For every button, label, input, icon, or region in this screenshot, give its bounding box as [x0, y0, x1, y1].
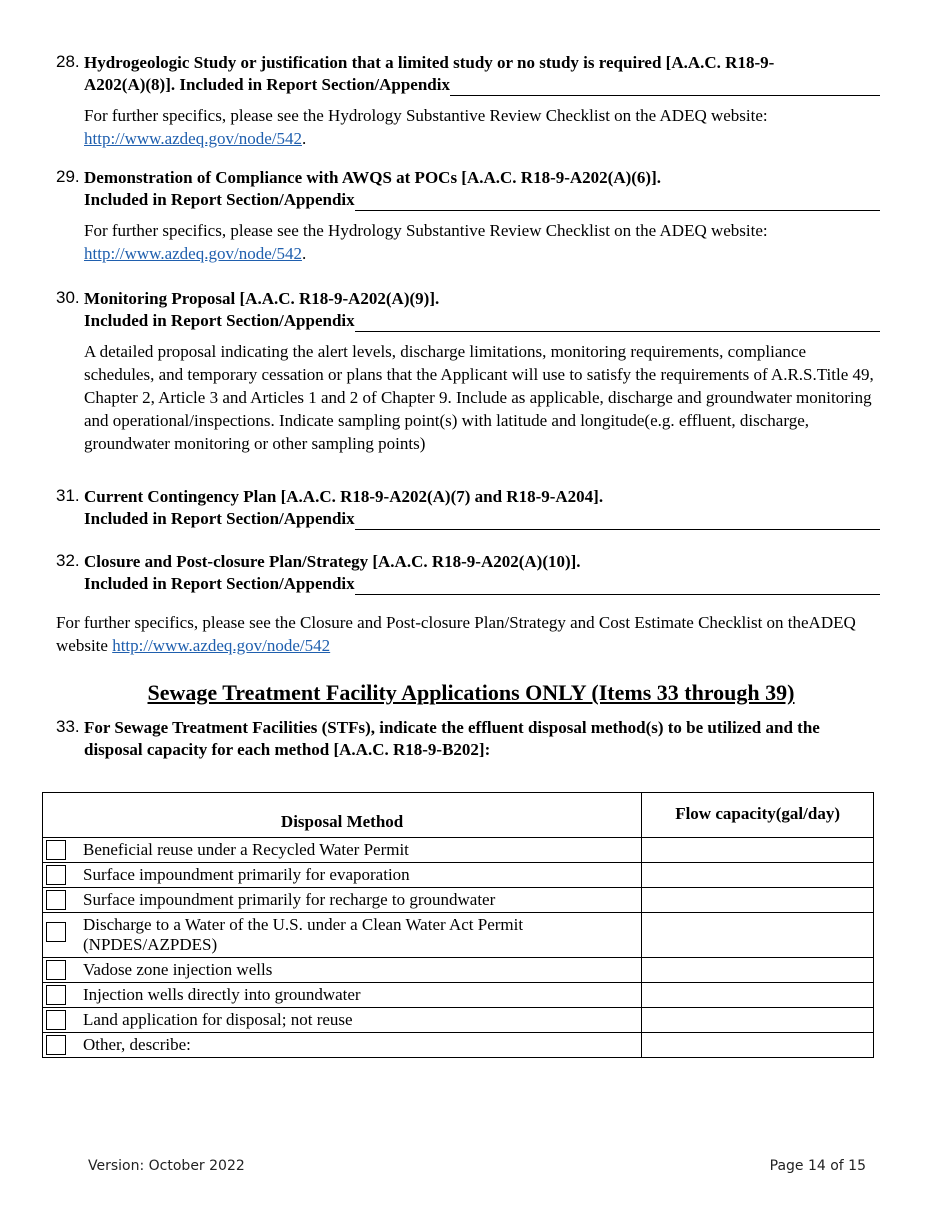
- item-number: 28.: [56, 52, 80, 71]
- capacity-cell[interactable]: [642, 888, 874, 913]
- method-cell: Surface impoundment primarily for recharge to groundwater: [43, 888, 642, 913]
- method-cell: Other, describe:: [43, 1033, 642, 1058]
- report-section-field[interactable]: [355, 192, 880, 211]
- method-checkbox[interactable]: [46, 1035, 66, 1055]
- item-title-cont: Included in Report Section/Appendix: [84, 311, 355, 330]
- monitoring-description: A detailed proposal indicating the alert levels, discharge limitations, monitoring requirements, compliance schedules, and temporary cessation or plans that the Applicant will use to satisfy the requirements of A.R.S.Title 49, Chapter 2, Article 3 and Articles 1 and 2 of Chapter 9. Include as applicable, discharge and groundwater monitoring and operational/inspections. Indicate sampling point(s) with latitude and longitude(e.g. effluent, discharge, groundwater monitoring or other sampling points): [84, 342, 874, 453]
- closure-note: For further specifics, please see the Closure and Post-closure Plan/Strategy and Cost Estimate Checklist on theADEQ website http://www.azdeq.gov/node/542: [56, 613, 856, 655]
- method-cell: Surface impoundment primarily for evaporation: [43, 863, 642, 888]
- report-section-row: [84, 74, 880, 96]
- item-29: [56, 167, 880, 265]
- method-checkbox[interactable]: [46, 922, 66, 942]
- item-title-cont: Included in Report Section/Appendix: [84, 574, 355, 593]
- item-31: [56, 486, 880, 530]
- item-title: Current Contingency Plan [A.A.C. R18-9-A202(A)(7) and R18-9-A204].: [84, 487, 604, 506]
- section-heading: Sewage Treatment Facility Applications ONLY (Items 33 through 39): [147, 680, 795, 705]
- method-cell: Injection wells directly into groundwater: [43, 983, 642, 1008]
- item-number: 29.: [56, 167, 80, 186]
- capacity-cell[interactable]: [642, 838, 874, 863]
- table-row: [43, 838, 874, 863]
- col-header-flow-capacity: Flow capacity(gal/day): [642, 793, 874, 838]
- item-note: For further specifics, please see the Hydrology Substantive Review Checklist on the ADEQ website: http://www.azdeq.gov/node/542.: [84, 106, 768, 148]
- report-section-field[interactable]: [355, 313, 880, 332]
- method-checkbox[interactable]: [46, 840, 66, 860]
- capacity-cell[interactable]: [642, 1008, 874, 1033]
- method-checkbox[interactable]: [46, 890, 66, 910]
- capacity-cell[interactable]: [642, 983, 874, 1008]
- method-checkbox[interactable]: [46, 985, 66, 1005]
- footer-page-number: Page 14 of 15: [769, 1158, 866, 1174]
- table-header-row: [43, 793, 874, 838]
- table-row: [43, 913, 874, 958]
- item-number: 33.: [56, 717, 80, 736]
- method-checkbox[interactable]: [46, 865, 66, 885]
- adeq-link[interactable]: http://www.azdeq.gov/node/542: [84, 244, 302, 263]
- report-section-row: [84, 573, 880, 595]
- method-cell: Discharge to a Water of the U.S. under a Clean Water Act Permit (NPDES/AZPDES): [43, 913, 642, 958]
- adeq-link[interactable]: http://www.azdeq.gov/node/542: [84, 129, 302, 148]
- item-note: For further specifics, please see the Hydrology Substantive Review Checklist on the ADEQ website: http://www.azdeq.gov/node/542.: [84, 221, 768, 263]
- method-cell: Beneficial reuse under a Recycled Water Permit: [43, 838, 642, 863]
- item-title: Monitoring Proposal [A.A.C. R18-9-A202(A)(9)].: [84, 289, 440, 308]
- item-title: Demonstration of Compliance with AWQS at POCs [A.A.C. R18-9-A202(A)(6)].: [84, 168, 662, 187]
- table-row: [43, 863, 874, 888]
- method-cell: Land application for disposal; not reuse: [43, 1008, 642, 1033]
- item-28: [56, 52, 880, 150]
- item-title-cont: Included in Report Section/Appendix: [84, 190, 355, 209]
- item-number: 31.: [56, 486, 80, 505]
- item-30: [56, 288, 880, 455]
- item-title: For Sewage Treatment Facilities (STFs), indicate the effluent disposal method(s) to be utilized and the disposal capacity for each method [A.A.C. R18-9-B202]:: [84, 718, 820, 759]
- item-title-cont: Included in Report Section/Appendix: [84, 509, 355, 528]
- method-checkbox[interactable]: [46, 1010, 66, 1030]
- report-section-field[interactable]: [450, 77, 880, 96]
- item-title: Hydrogeologic Study or justification that a limited study or no study is required [A.A.C. R18-9-: [84, 53, 775, 72]
- report-section-row: [84, 508, 880, 530]
- table-row: [43, 1033, 874, 1058]
- item-32: [56, 551, 880, 595]
- table-row: [43, 1008, 874, 1033]
- closure-checklist-link[interactable]: http://www.azdeq.gov/node/542: [112, 636, 331, 655]
- item-number: 30.: [56, 288, 80, 307]
- capacity-cell[interactable]: [642, 1033, 874, 1058]
- capacity-cell[interactable]: [642, 913, 874, 958]
- report-section-field[interactable]: [355, 511, 880, 530]
- report-section-row: [84, 189, 880, 211]
- disposal-method-table: [42, 792, 874, 1058]
- table-row: [43, 958, 874, 983]
- item-title-cont: A202(A)(8)]. Included in Report Section/Appendix: [84, 75, 450, 94]
- table-row: [43, 888, 874, 913]
- col-header-disposal-method: Disposal Method: [43, 793, 642, 838]
- item-33: [56, 717, 880, 761]
- report-section-row: [84, 310, 880, 332]
- method-cell: Vadose zone injection wells: [43, 958, 642, 983]
- capacity-cell[interactable]: [642, 958, 874, 983]
- report-section-field[interactable]: [355, 576, 880, 595]
- item-title: Closure and Post-closure Plan/Strategy [A.A.C. R18-9-A202(A)(10)].: [84, 552, 581, 571]
- footer-version: Version: October 2022: [88, 1158, 245, 1174]
- capacity-cell[interactable]: [642, 863, 874, 888]
- table-row: [43, 983, 874, 1008]
- method-checkbox[interactable]: [46, 960, 66, 980]
- item-number: 32.: [56, 551, 80, 570]
